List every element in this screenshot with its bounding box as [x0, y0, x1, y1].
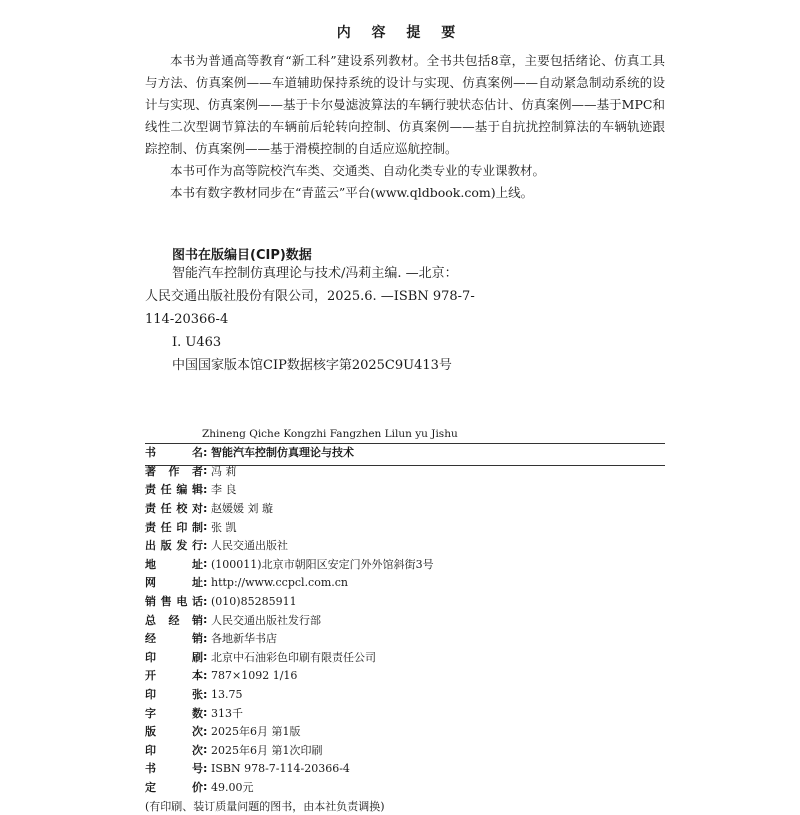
colophon-colon: : [203, 538, 208, 552]
colophon-value: 49.00元 [211, 780, 254, 794]
colophon-label: 总经销 [145, 613, 203, 627]
colophon-colon: : [203, 501, 208, 515]
colophon-row [145, 703, 665, 722]
colophon-colon: : [203, 668, 208, 682]
cip-line: 人民交通出版社股份有限公司，2025.6. —ISBN 978-7- [145, 289, 475, 304]
colophon-row [145, 610, 665, 629]
colophon-value: 赵媛媛 刘 璇 [211, 502, 273, 516]
colophon-colon: : [203, 557, 208, 571]
colophon-value: 2025年6月 第1次印刷 [211, 743, 323, 757]
colophon-value: 2025年6月 第1版 [211, 725, 301, 739]
colophon-label: 书号 [145, 762, 203, 776]
colophon-value: (010)85285911 [211, 594, 297, 608]
colophon-value: 人民交通出版社发行部 [211, 613, 321, 627]
colophon-label: 网址 [145, 576, 203, 590]
colophon-row [145, 480, 665, 499]
colophon-value: 313千 [211, 706, 243, 720]
colophon-colon: : [203, 650, 208, 664]
colophon-value: 13.75 [211, 687, 243, 701]
colophon-row [145, 759, 665, 778]
colophon-label: 销售电话 [145, 595, 203, 609]
colophon-row [145, 629, 665, 648]
colophon-row [145, 722, 665, 741]
colophon-label: 字数 [145, 706, 203, 720]
colophon-value: 李 良 [211, 483, 237, 497]
colophon-label: 定价 [145, 780, 203, 794]
colophon-colon: : [203, 780, 208, 794]
cip-line: 114-20366-4 [145, 312, 229, 327]
colophon-value: 人民交通出版社 [211, 539, 288, 553]
colophon-colon: : [203, 594, 208, 608]
colophon-value: 787×1092 1/16 [211, 668, 298, 682]
colophon-table [145, 443, 665, 815]
colophon-row [145, 778, 665, 797]
colophon-label: 著作者 [145, 464, 203, 478]
colophon-label: 地址 [145, 557, 203, 571]
cip-line: Ⅰ. U463 [172, 335, 222, 350]
colophon-label: 出版发行 [145, 539, 203, 553]
cip-line: 中国国家版本馆CIP数据核字第2025C9U413号 [172, 358, 452, 373]
colophon-row [145, 648, 665, 667]
colophon-value: 北京中石油彩色印刷有限责任公司 [211, 650, 376, 664]
colophon-label: 印次 [145, 743, 203, 757]
colophon-label: 开本 [145, 669, 203, 683]
colophon-label: 责任印制 [145, 520, 203, 534]
colophon-value: 张 凯 [211, 520, 237, 534]
colophon-row [145, 462, 665, 481]
colophon-colon: : [203, 520, 208, 534]
colophon-label: 责任校对 [145, 502, 203, 516]
colophon-label: 责任编辑 [145, 483, 203, 497]
colophon-value: 冯 莉 [211, 464, 237, 478]
summary-section [145, 50, 665, 204]
colophon-colon: : [203, 706, 208, 720]
colophon-label: 版次 [145, 725, 203, 739]
colophon-row [145, 555, 665, 574]
colophon-row [145, 517, 665, 536]
colophon-value: 各地新华书店 [211, 632, 277, 646]
colophon-colon: : [203, 724, 208, 738]
summary-paragraph: 本书为普通高等教育“新工科”建设系列教材。全书共包括8章，主要包括绪论、仿真工具与方法、仿真案例——车道辅助保持系统的设计与实现、仿真案例——自动紧急制动系统的设计与实现、仿真案例——基于卡尔曼滤波算法的车辆行驶状态估计、仿真案例——基于MPC和线性二次型调节算法的车辆前后轮转向控制、仿真案例——基于自抗扰控制算法的车辆轨迹跟踪控制、仿真案例——基于滑模控制的自适应巡航控制。 [145, 53, 665, 156]
colophon-colon: : [203, 445, 208, 459]
cip-block [145, 262, 485, 377]
colophon-row [145, 685, 665, 704]
colophon-value: (100011)北京市朝阳区安定门外外馆斜街3号 [211, 557, 434, 571]
colophon-row [145, 741, 665, 760]
colophon-colon: : [203, 631, 208, 645]
colophon-row [145, 666, 665, 685]
summary-paragraph: 本书有数字教材同步在“青蓝云”平台(www.qldbook.com)上线。 [170, 185, 534, 200]
cip-line: 智能汽车控制仿真理论与技术/冯莉主编. —北京： [172, 266, 458, 281]
colophon-value: http://www.ccpcl.com.cn [211, 575, 349, 589]
cip-title: 图书在版编目(CIP)数据 [172, 248, 312, 263]
colophon-row [145, 536, 665, 555]
colophon-value: 智能汽车控制仿真理论与技术 [211, 446, 354, 460]
colophon-colon: : [203, 482, 208, 496]
colophon-colon: : [203, 464, 208, 478]
colophon-value: ISBN 978-7-114-20366-4 [211, 761, 350, 775]
colophon-label: 印刷 [145, 650, 203, 664]
colophon-row [145, 499, 665, 518]
colophon-colon: : [203, 743, 208, 757]
colophon-row [145, 573, 665, 592]
pinyin-title: Zhineng Qiche Kongzhi Fangzhen Lilun yu Jishu [202, 428, 458, 440]
colophon-colon: : [203, 761, 208, 775]
colophon-label: 经销 [145, 632, 203, 646]
quality-note: (有印刷、装订质量问题的图书，由本社负责调换) [145, 799, 385, 813]
colophon-row [145, 443, 665, 462]
colophon-colon: : [203, 613, 208, 627]
summary-title: 内 容 提 要 [336, 25, 464, 41]
summary-paragraph: 本书可作为高等院校汽车类、交通类、自动化类专业的专业课教材。 [170, 163, 546, 178]
colophon-row [145, 592, 665, 611]
colophon-colon: : [203, 575, 208, 589]
colophon-colon: : [203, 687, 208, 701]
colophon-label: 书名 [145, 446, 203, 460]
colophon-label: 印张 [145, 688, 203, 702]
